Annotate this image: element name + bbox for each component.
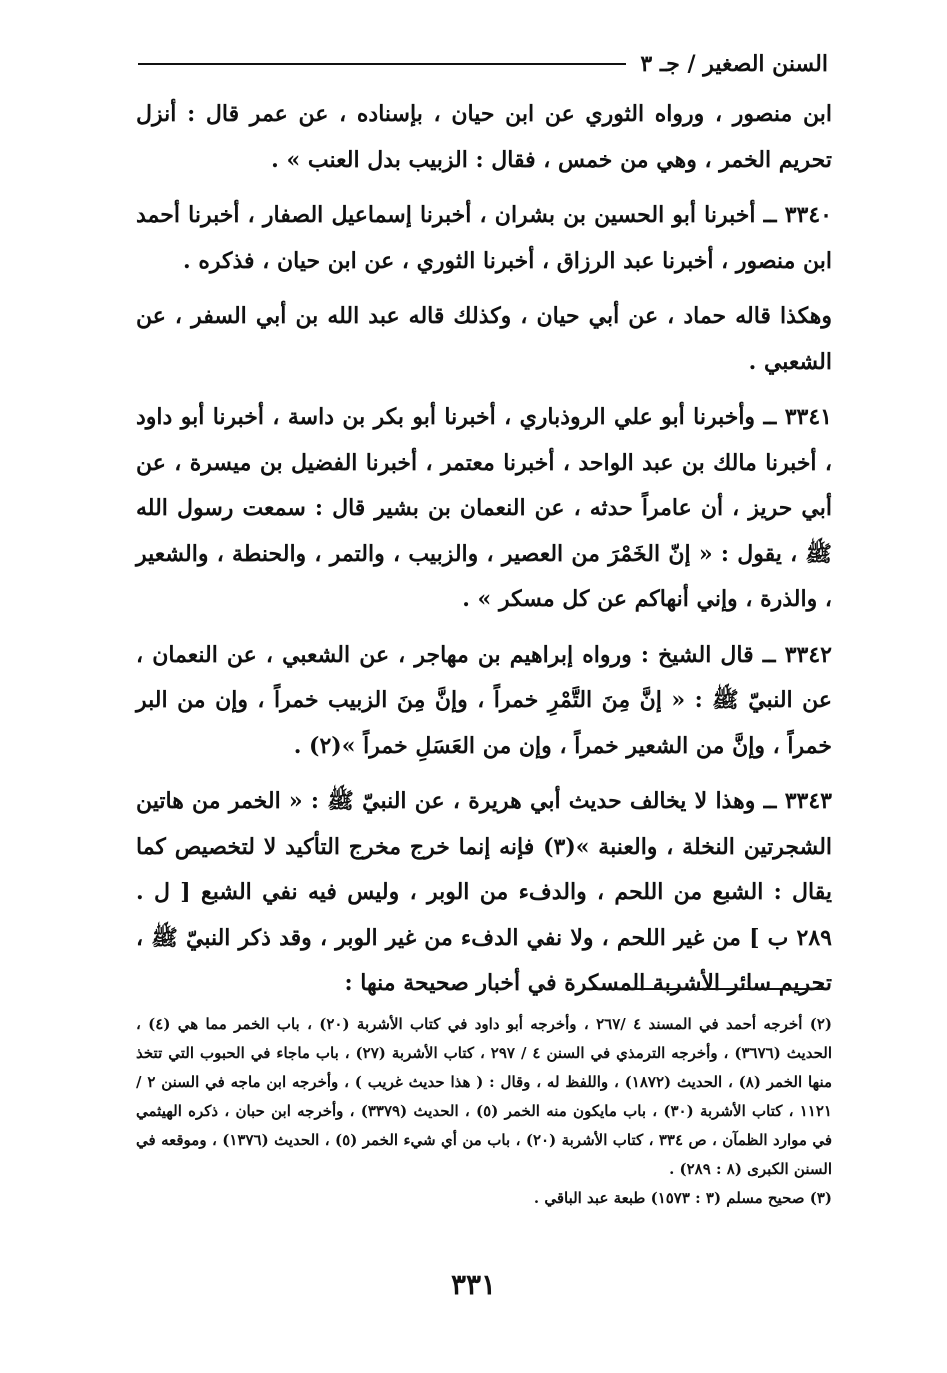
hadith-number: ٣٣٤١ xyxy=(784,404,832,430)
hadith-number: ٣٣٤٠ xyxy=(784,202,832,228)
hadith-text: أخبرنا أبو الحسين بن بشران ، أخبرنا إسماعيل الصفار ، أخبرنا أحمد ابن منصور ، أخبرنا عبد الرزاق ، أخبرنا الثوري ، عن ابن حيان ، فذكره . xyxy=(136,202,832,274)
paragraph-commentary: وهكذا قاله حماد ، عن أبي حيان ، وكذلك قاله عبد الله بن أبي السفر ، عن الشعبي . xyxy=(136,303,832,375)
hadith-text: وهذا لا يخالف حديث أبي هريرة ، عن النبيّ ﷺ : « الخمر من هاتين الشجرتين النخلة ، والعنبة »(٣) فإنه إنما خرج مخرج التأكيد لا لتخصيص كما يقال : الشبع من اللحم ، والدفء من الوبر ، وليس فيه نفي الشبع [ ل . ٢٨٩ ب ] من غير اللحم ، ولا نفي الدفء من غير الوبر ، وقد ذكر النبيّ ﷺ ، تحريم سائر الأشربة المسكرة في أخبار صحيحة منها : xyxy=(136,788,833,996)
footnote-separator xyxy=(590,988,826,990)
footnote-2: (٢) أخرجه أحمد في المسند ٤ /٢٦٧ ، وأخرجه أبو داود في كتاب الأشربة (٢٠) ، باب الخمر مما هي (٤) ، الحديث (٣٦٧٦) ، وأخرجه الترمذي في السنن ٤ / ٢٩٧ ، كتاب الأشربة (٢٧) ، باب ماجاء في الحبوب التي تتخذ منها الخمر (٨) ، الحديث (١٨٧٢) ، واللفظ له ، وقال : ( هذا حديث غريب ) ، وأخرجه ابن ماجه في السنن ٢ / ١١٢١ ، كتاب الأشربة (٣٠) ، باب مايكون منه الخمر (٥) ، الحديث (٣٣٧٩) ، وأخرجه ابن حبان ، ذكره الهيثمي في موارد الظمآن ، ص ٣٣٤ ، كتاب الأشربة (٢٠) ، باب من أي شيء الخمر (٥) ، الحديث (١٣٧٦) ، وموقعه في السنن الكبرى (٨ : ٢٨٩) . xyxy=(136,1015,833,1178)
hadith-dash: ــ xyxy=(755,404,777,430)
hadith-dash: ــ xyxy=(753,641,776,668)
running-header xyxy=(138,44,828,84)
header-rule xyxy=(138,63,626,65)
hadith-number: ٣٣٤٢ xyxy=(784,641,832,668)
footnotes xyxy=(136,1010,832,1213)
hadith-3343 xyxy=(136,779,832,1007)
hadith-number: ٣٣٤٣ xyxy=(784,788,832,814)
footnote-3: (٣) صحيح مسلم (٣ : ١٥٧٣) طبعة عبد الباقي . xyxy=(533,1189,832,1207)
page-number: ٣٣١ xyxy=(450,1268,497,1301)
running-header-title: السنن الصغير / جـ ٣ xyxy=(640,51,828,77)
hadith-text: قال الشيخ : ورواه إبراهيم بن مهاجر ، عن الشعبي ، عن النعمان ، عن النبيّ ﷺ : « إنَّ مِنَ التَّمْرِ خمراً ، وإنَّ مِنَ الزبيب خمراً ، وإن من البر خمراً ، وإنَّ من الشعير خمراً ، وإن من العَسَلِ خمراً »(٢) . xyxy=(136,641,832,759)
hadith-dash: ــ xyxy=(755,202,777,228)
hadith-3340 xyxy=(136,193,832,284)
hadith-dash: ــ xyxy=(755,788,777,814)
hadith-3342 xyxy=(136,633,832,770)
hadith-text: وأخبرنا أبو علي الروذباري ، أخبرنا أبو بكر بن داسة ، أخبرنا أبو داود ، أخبرنا مالك بن عبد الواحد ، أخبرنا معتمر ، أخبرنا الفضيل بن ميسرة ، عن أبي حريز ، أن عامراً حدثه ، عن النعمان بن بشير قال : سمعت رسول الله ﷺ ، يقول : « إنّ الخَمْرَ من العصير ، والزبيب ، والتمر ، والحنطة ، والشعير ، والذرة ، وإني أنهاكم عن كل مسكر » . xyxy=(136,404,833,612)
main-text xyxy=(136,92,832,1017)
paragraph-continuation: ابن منصور ، ورواه الثوري عن ابن حيان ، بإسناده ، عن عمر قال : أنزل تحريم الخمر ، وهي من خمس ، فقال : الزبيب بدل العنب » . xyxy=(136,101,832,173)
hadith-3341 xyxy=(136,395,832,623)
